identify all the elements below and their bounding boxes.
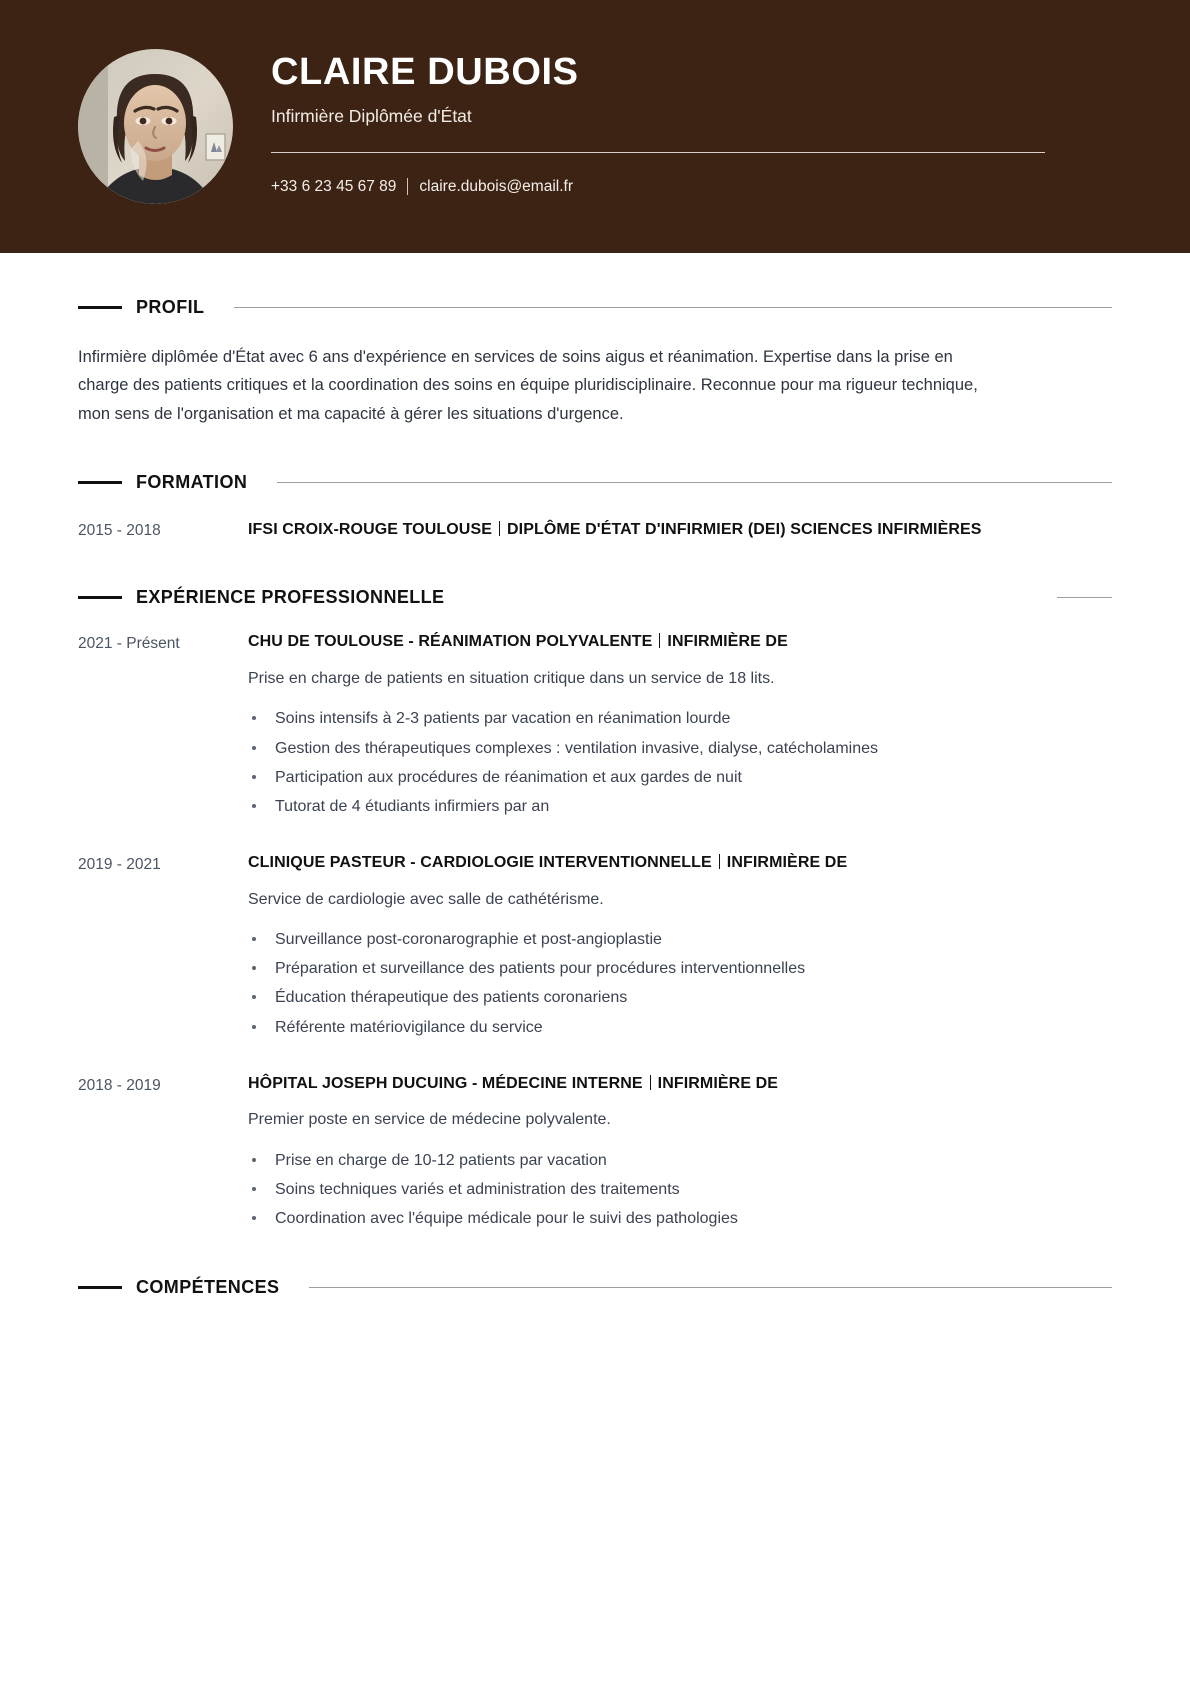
section-header-competences xyxy=(78,1277,1112,1298)
experience-description: Prise en charge de patients en situation critique dans un service de 18 lits. xyxy=(248,669,775,687)
section-dash-icon xyxy=(78,481,122,484)
experience-details xyxy=(248,851,1112,1042)
profile-text: Infirmière diplômée d'État avec 6 ans d'expérience en services de soins aigus et réanimation. Expertise dans la prise en charge des patients critiques et la coordination des soins en équipe pluridisciplinaire. Reconnue pour ma rigueur technique, mon sens de l'organisation et ma capacité à gérer les situations d'urgence. xyxy=(78,348,978,423)
experience-bullets xyxy=(248,925,1092,1041)
formation-details xyxy=(248,517,1112,543)
section-dash-icon xyxy=(78,306,122,309)
section-title-experience: EXPÉRIENCE PROFESSIONNELLE xyxy=(136,587,445,608)
section-title-formation: FORMATION xyxy=(136,472,248,493)
experience-bullets xyxy=(248,704,1092,820)
list-item: Prise en charge de 10-12 patients par vacation xyxy=(248,1146,1092,1175)
list-item: Préparation et surveillance des patients pour procédures interventionnelles xyxy=(248,954,1092,983)
resume-header xyxy=(0,0,1190,253)
contact-info xyxy=(271,178,1045,196)
experience-role: INFIRMIÈRE DE xyxy=(667,633,788,651)
experience-list xyxy=(78,630,1112,1233)
experience-description: Premier poste en service de médecine polyvalente. xyxy=(248,1111,611,1129)
title-separator xyxy=(499,521,500,536)
header-text-block xyxy=(271,53,1190,196)
title-separator xyxy=(719,854,720,869)
section-header-formation xyxy=(78,472,1112,493)
section-rule xyxy=(474,597,1112,598)
list-item: Tutorat de 4 étudiants infirmiers par an xyxy=(248,792,1092,821)
experience-details xyxy=(248,630,1112,821)
experience-company: HÔPITAL JOSEPH DUCUING - MÉDECINE INTERNE xyxy=(248,1074,643,1092)
formation-entry xyxy=(78,517,1112,543)
experience-company: CLINIQUE PASTEUR - CARDIOLOGIE INTERVENTIONNELLE xyxy=(248,853,712,871)
experience-entry xyxy=(78,630,1112,821)
experience-role: INFIRMIÈRE DE xyxy=(726,853,848,871)
section-rule xyxy=(309,1287,1112,1288)
title-separator xyxy=(659,633,660,648)
page-title: CLAIRE DUBOIS xyxy=(271,51,579,94)
avatar xyxy=(78,49,233,204)
formation-title xyxy=(248,517,1092,543)
title-separator xyxy=(650,1075,651,1090)
formation-degree: DIPLÔME D'ÉTAT D'INFIRMIER (DEI) SCIENCES INFIRMIÈRES xyxy=(507,521,982,539)
experience-role: INFIRMIÈRE DE xyxy=(657,1074,779,1092)
list-item: Gestion des thérapeutiques complexes : ventilation invasive, dialyse, catécholamines xyxy=(248,734,1092,763)
experience-dates: 2018 - 2019 xyxy=(78,1076,161,1094)
section-dash-icon xyxy=(78,1286,122,1289)
experience-bullets xyxy=(248,1146,1092,1233)
experience-details xyxy=(248,1072,1112,1234)
experience-title xyxy=(248,630,1092,655)
section-dash-icon xyxy=(78,596,122,599)
experience-title xyxy=(248,851,1092,876)
experience-description: Service de cardiologie avec salle de cathétérisme. xyxy=(248,890,604,908)
phone-text: +33 6 23 45 67 89 xyxy=(271,177,397,195)
section-header-experience xyxy=(78,587,1112,608)
portrait-photo-icon xyxy=(78,49,233,204)
experience-dates: 2021 - Présent xyxy=(78,635,180,653)
formation-school: IFSI CROIX-ROUGE TOULOUSE xyxy=(248,521,492,539)
section-rule xyxy=(277,482,1112,483)
section-title-profil: PROFIL xyxy=(136,297,205,317)
formation-dates: 2015 - 2018 xyxy=(78,522,161,540)
contact-separator xyxy=(407,178,408,195)
section-header-profil xyxy=(78,297,1112,318)
list-item: Surveillance post-coronarographie et post-angioplastie xyxy=(248,925,1092,954)
competences-content xyxy=(78,1298,1112,1568)
list-item: Éducation thérapeutique des patients coronariens xyxy=(248,983,1092,1012)
email-text: claire.dubois@email.fr xyxy=(419,177,573,195)
list-item: Soins intensifs à 2-3 patients par vacation en réanimation lourde xyxy=(248,704,1092,733)
section-rule xyxy=(234,307,1112,308)
job-title: Infirmière Diplômée d'État xyxy=(271,105,472,126)
experience-dates: 2019 - 2021 xyxy=(78,855,161,873)
experience-entry xyxy=(78,851,1112,1042)
resume-body xyxy=(0,297,1190,1568)
section-title-competences: COMPÉTENCES xyxy=(136,1277,280,1298)
experience-title xyxy=(248,1072,1092,1097)
list-item: Soins techniques variés et administration des traitements xyxy=(248,1175,1092,1204)
experience-company: CHU DE TOULOUSE - RÉANIMATION POLYVALENTE xyxy=(248,633,653,651)
list-item: Participation aux procédures de réanimation et aux gardes de nuit xyxy=(248,763,1092,792)
experience-entry xyxy=(78,1072,1112,1234)
header-divider xyxy=(271,152,1045,153)
list-item: Coordination avec l'équipe médicale pour le suivi des pathologies xyxy=(248,1204,1092,1233)
list-item: Référente matériovigilance du service xyxy=(248,1013,1092,1042)
